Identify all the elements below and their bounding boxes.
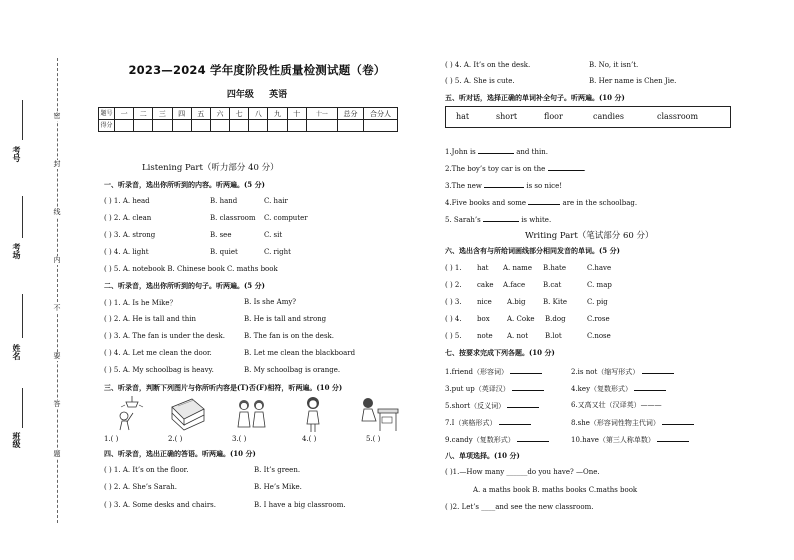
s1-item[interactable]: ( ) 1. A. head B. hand C. hair (104, 197, 288, 205)
grade-subject (98, 87, 416, 100)
score-input-cell[interactable] (306, 120, 337, 132)
score-cell: 一 (115, 108, 134, 120)
picture-books (168, 397, 208, 431)
score-cell: 五 (191, 108, 210, 120)
score-row-label: 得分 (99, 120, 115, 132)
score-input-cell[interactable] (364, 120, 398, 132)
s5-item[interactable]: 3.The new is so nice! (445, 182, 563, 190)
section-2-title: 二、听录音，选出你所听到的句子。听两遍。(5 分) (104, 281, 265, 290)
seal-word: 封 (53, 160, 61, 168)
score-cell: 十一 (306, 108, 337, 120)
score-cell: 三 (153, 108, 172, 120)
picture-girl-standing (301, 396, 325, 434)
s6-item[interactable]: ( ) 4. box A. Coke B.dog C.rose (445, 315, 610, 323)
score-cell: 七 (230, 108, 249, 120)
s2-item[interactable]: ( ) 1. A. Is he Mike？ B. Is she Amy? (104, 298, 297, 307)
word-bank-item: floor (544, 112, 563, 121)
exam-number-field[interactable] (22, 100, 23, 140)
score-cell: 题号 (99, 108, 115, 120)
score-input-cell[interactable] (172, 120, 191, 132)
s4-item[interactable]: ( ) 1. A. It’s on the floor. B. It’s green. (104, 466, 301, 474)
listening-part-heading: Listening Part（听力部分 40 分） (142, 163, 279, 173)
s2-item[interactable]: ( ) 4. A. Let me clean the door. B. Let me clean the blackboard (104, 349, 356, 357)
s4-item[interactable]: ( ) 4. A. It’s on the desk. B. No, it isn’t. (445, 61, 639, 69)
score-input-cell[interactable] (268, 120, 287, 132)
s5-item[interactable]: 2.The boy’s toy car is on the . (445, 165, 586, 173)
s6-item[interactable]: ( ) 1. hat A. name B.hate C.have (445, 264, 612, 272)
score-input-cell[interactable] (191, 120, 210, 132)
section-4-title: 四、听录音，选出正确的答语。听两遍。(10 分) (104, 449, 256, 458)
s2-item[interactable]: ( ) 5. A. My schoolbag is heavy. B. My schoolbag is orange. (104, 366, 341, 374)
grade-label: 四年级 (226, 90, 254, 100)
score-input-cell[interactable] (153, 120, 172, 132)
s3-answer-slot[interactable]: 3.( ) (232, 435, 247, 443)
score-input-cell[interactable] (249, 120, 268, 132)
word-bank-item: candies (593, 112, 624, 121)
subject-label: 英语 (269, 90, 288, 100)
s6-item[interactable]: ( ) 5. note A. not B.lot C.nose (445, 332, 611, 340)
score-input-cell[interactable] (338, 120, 364, 132)
s3-answer-slot[interactable]: 2.( ) (168, 435, 183, 443)
binding-margin (0, 0, 70, 560)
seal-word: 要 (53, 352, 61, 360)
s4-item[interactable]: ( ) 2. A. She’s Sarah. B. He’s Mike. (104, 483, 302, 491)
name-field[interactable] (22, 294, 23, 338)
score-cell: 总分 (338, 108, 364, 120)
seal-word: 密 (53, 112, 61, 120)
writing-part-heading: Writing Part（笔试部分 60 分） (525, 231, 654, 241)
s8-question-1-options: A. a maths book B. maths books C.maths book (473, 486, 638, 494)
score-cell: 八 (249, 108, 268, 120)
s5-item[interactable]: 1.John is and thin. (445, 148, 548, 156)
s6-item[interactable]: ( ) 3. nice A.big B. Kite C. pig (445, 298, 608, 306)
s8-question-1[interactable]: ( )1.—How many ______do you have? —One. (445, 468, 600, 476)
section-7-title: 七、按要求完成下列各题。(10 分) (445, 348, 555, 357)
s6-item[interactable]: ( ) 2. cake A.face B.cat C. map (445, 281, 612, 289)
s3-answer-slot[interactable]: 4.( ) (302, 435, 317, 443)
class-label: 班级 (12, 432, 22, 448)
exam-room-label: 考场 (12, 243, 22, 259)
score-input-cell[interactable] (230, 120, 249, 132)
score-cell: 四 (172, 108, 191, 120)
picture-two-girls (232, 397, 270, 433)
seal-word: 内 (53, 256, 61, 264)
s4-item[interactable]: ( ) 5. A. She is cute. B. Her name is Chen Jie. (445, 77, 677, 85)
section-6-title: 六、选出含有与所给词画线部分相同发音的单词。(5 分) (445, 246, 620, 255)
s7-item[interactable]: 7.I（宾格形式） 8.she（形容词性物主代词） (445, 417, 531, 428)
s1-item[interactable]: ( ) 2. A. clean B. classroom C. computer (104, 214, 308, 222)
s3-answer-slot[interactable]: 1.( ) (104, 435, 119, 443)
s7-item[interactable]: 3.put up（英译汉） 4.key（复数形式） (445, 383, 544, 394)
section-1-title: 一、听录音，选出你所听到的内容。听两遍。(5 分) (104, 180, 265, 189)
score-input-cell[interactable] (134, 120, 153, 132)
s3-answer-slot[interactable]: 5.( ) (366, 435, 381, 443)
s4-item[interactable]: ( ) 3. A. Some desks and chairs. B. I have a big classroom. (104, 501, 346, 509)
score-cell: 六 (210, 108, 229, 120)
section-5-title: 五、听对话，选择正确的单词补全句子。听两遍。(10 分) (445, 93, 625, 102)
s1-item[interactable]: ( ) 5. A. notebook B. Chinese book C. maths book (104, 265, 278, 273)
picture-boy-pointing-light (114, 396, 150, 432)
s7-item[interactable]: 9.candy（复数形式） 10.have（第三人称单数） (445, 434, 549, 445)
score-input-cell[interactable] (287, 120, 306, 132)
exam-number-label: 考号 (12, 146, 22, 162)
s8-question-2[interactable]: ( )2. Let’s ____and see the new classroom. (445, 503, 594, 511)
score-cell: 合分人 (364, 108, 398, 120)
word-bank-box (445, 106, 731, 128)
s7-item[interactable]: 5.short（反义词） 6.又高又壮（汉译英）——— (445, 401, 662, 410)
page-title: 2023—2024 学年度阶段性质量检测试题（卷） (128, 63, 386, 77)
s2-item[interactable]: ( ) 2. A. He is tall and thin B. He is tall and strong (104, 315, 327, 323)
score-input-cell[interactable] (115, 120, 134, 132)
section-3-title: 三、听录音，判断下列图片与你所听内容是(T)否(F)相符，听两遍。(10 分) (104, 383, 343, 392)
s5-item[interactable]: 4.Five books and some are in the schoolbag. (445, 199, 638, 207)
score-table-score-row (99, 120, 398, 132)
section-8-title: 八、单项选择。(10 分) (445, 451, 520, 460)
word-bank-item: classroom (657, 112, 699, 121)
score-table-header-row (99, 108, 398, 120)
s1-item[interactable]: ( ) 4. A. light B. quiet C. right (104, 248, 291, 256)
score-input-cell[interactable] (210, 120, 229, 132)
seal-word: 线 (53, 208, 61, 216)
score-table (98, 107, 398, 132)
score-cell: 九 (268, 108, 287, 120)
seal-word: 题 (53, 450, 61, 458)
seal-word: 不 (53, 304, 61, 312)
score-cell: 十 (287, 108, 306, 120)
s2-item[interactable]: ( ) 3. A. The fan is under the desk. B. The fan is on the desk. (104, 332, 335, 340)
word-bank-item: short (496, 112, 518, 121)
seal-word: 答 (53, 400, 61, 408)
class-field[interactable] (22, 388, 23, 428)
exam-room-field[interactable] (22, 196, 23, 238)
s1-item[interactable]: ( ) 3. A. strong B. see C. sit (104, 231, 283, 239)
picture-boy-at-desk (354, 395, 402, 435)
s5-item[interactable]: 5. Sarah’s is white. (445, 216, 552, 224)
s7-item[interactable]: 1.friend（形容词） 2.is not（缩写形式） (445, 366, 542, 377)
name-label: 姓名 (12, 344, 22, 360)
word-bank-item: hat (456, 112, 470, 121)
score-cell: 二 (134, 108, 153, 120)
